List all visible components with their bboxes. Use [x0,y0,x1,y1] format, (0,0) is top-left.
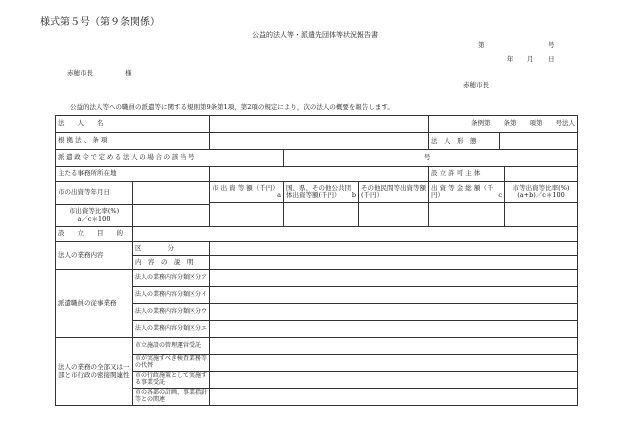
work-item-i-value[interactable] [210,287,578,304]
corp-form-label: 法 人 形 態 [429,133,500,149]
work-item-a-value[interactable] [210,270,578,287]
relation-item-4-value[interactable] [210,389,578,406]
mark-c: c [498,191,503,199]
city-investment-header: 市 出 資 等 額（千円） a [210,182,284,203]
purpose-value[interactable] [133,227,578,242]
honorific: 様 [125,69,132,77]
mark-b: b [351,191,356,199]
statute-label: 根 拠 法 、 条 項 [56,133,210,150]
city-ratio2-value[interactable] [133,205,210,227]
corp-name-label: 法 人 名 [56,116,210,133]
office-location-value[interactable] [210,167,429,182]
relation-item-1: 市立施設の管理運営受託 [133,338,210,355]
corp-name-value[interactable] [210,116,429,133]
go-label: 号 [424,153,431,162]
city-ratio-value[interactable] [505,203,578,227]
staff-work-label: 派遣職員の従事業務 [56,270,133,338]
city-ratio2-label: 市出資等比率(%) a／c＊100 [56,205,133,227]
year-label: 年 [507,55,514,63]
gov-investment-value[interactable] [284,203,359,227]
report-form-table [55,115,578,406]
relation-item-3-value[interactable] [210,372,578,389]
work-item-u: 法人の業務内容分類区分ウ [133,304,210,321]
relation-label: 法人の業務の全部又は一部と市行政の密接関連性 [56,338,133,406]
form-number: 様式第５号（第９条関係） [40,17,160,28]
mark-a: a [277,191,281,199]
city-ratio-formula: (a+b)／c＊100 [517,191,565,199]
work-item-a: 法人の業務内容分類区分ア [133,270,210,287]
intro-text: 公益的法人等への職員の派遣等に関する規則第9条第1項，第2項の規定により，次の法人の概要を報告します。 [70,103,394,111]
gov-investment-header: 国、県、その他公共団体出資等額(千円） b [284,182,359,203]
work-item-e: 法人の業務内容分類区分エ [133,321,210,338]
relation-item-2-value[interactable] [210,355,578,372]
license-authority-label: 設 立 許 可 主 体 [429,167,505,182]
city-investment-value[interactable] [210,203,284,227]
total-investment-header: 出 資 等 金 総 額（千円） c [429,182,505,203]
other-investment-value[interactable] [359,203,429,227]
ordinance-text: 条例第 条第 項第 号法人 [429,116,578,133]
dispatch-rule-value[interactable] [284,150,578,167]
city-ratio2-formula: a／c＊100 [77,214,111,223]
description-value[interactable] [210,256,578,270]
business-content-label: 法人の業務内容 [56,242,133,270]
category-value[interactable] [210,242,578,256]
purpose-label: 設 立 目 的 [56,227,133,242]
number-suffix: 号 [548,41,555,49]
sender: 赤穂市長 [463,81,489,89]
total-investment-value[interactable] [429,203,505,227]
relation-item-2: 市が実施すべき検査業務等の代替 [133,355,210,372]
description-label: 内 容 の 説 明 [133,256,210,270]
founding-date-value[interactable] [133,182,210,205]
other-investment-header: その他民間等出資等額(千円） [359,182,429,203]
number-label: 第 [478,41,485,49]
addressee: 赤穂市長 [67,69,93,77]
city-ratio-header: 市等出資等比率(%) (a+b)／c＊100 [505,182,578,203]
founding-date-label: 市の出資等年月日 [56,182,133,205]
license-authority-value[interactable] [505,167,578,182]
relation-item-4: 市の各部の計画、事業指針等との関連 [133,389,210,406]
month-label: 月 [527,55,534,63]
day-label: 日 [548,55,555,63]
category-label: 区 分 [133,242,210,256]
work-item-i: 法人の業務内容分類区分イ [133,287,210,304]
work-item-u-value[interactable] [210,304,578,321]
document-title: 公益的法人等・派遣先団体等状況報告書 [252,31,378,39]
work-item-e-value[interactable] [210,321,578,338]
relation-item-3: 市の行政施策として実施する事業受託 [133,372,210,389]
office-location-label: 主たる事務所所在地 [56,167,210,182]
statute-value[interactable] [210,133,429,150]
dispatch-rule-label: 派遣政令で定める法人の場合の該当号 [56,150,284,167]
relation-item-1-value[interactable] [210,338,578,355]
